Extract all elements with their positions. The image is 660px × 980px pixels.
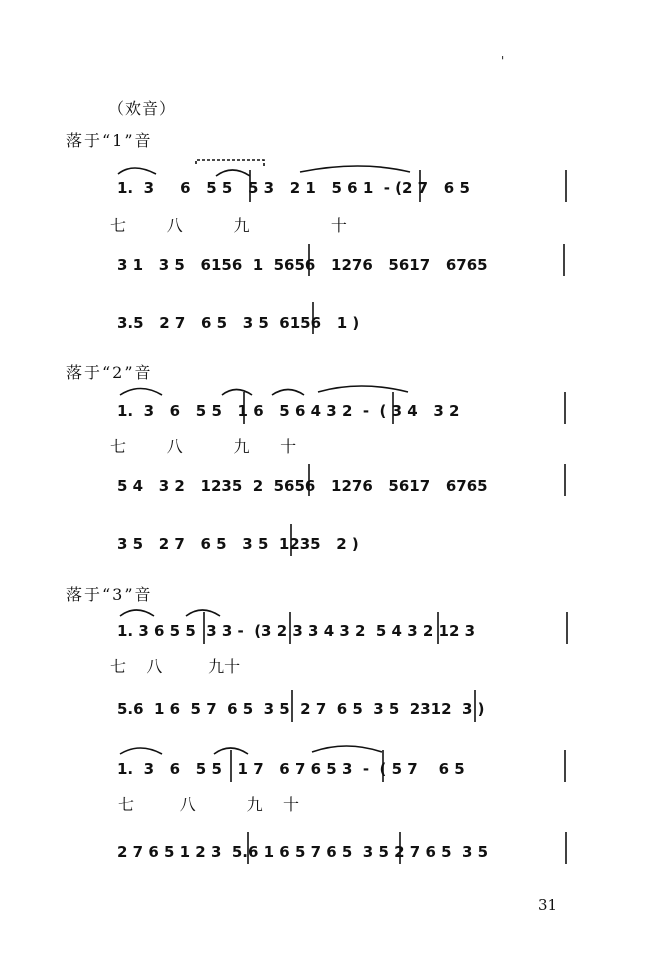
section-header-3: 落于“3”音: [66, 585, 153, 604]
lyrics-row: 七 八 九 十: [118, 795, 299, 814]
lyrics-row: 七 八 九十: [110, 657, 241, 676]
notation-row: 1. 3 6 5 5 1 7 6 7 6 5 3 - ( 5 7 6 5: [117, 760, 465, 778]
section-header-2: 落于“2”音: [66, 363, 153, 382]
slur: [118, 168, 156, 174]
page-number: 31: [538, 896, 558, 914]
notation-row: 3 1 3 5 6156 1 5656 1276 5617 6765: [117, 256, 488, 274]
notation-row: 5.6 1 6 5 7 6 5 3 5 2 7 6 5 3 5 2312 3 ): [117, 700, 485, 718]
slur: [300, 166, 410, 172]
notation-row: 3.5 2 7 6 5 3 5 6156 1 ): [117, 314, 360, 332]
section-header-1: 落于“1”音: [66, 131, 153, 150]
notation-row: 5 4 3 2 1235 2 5656 1276 5617 6765: [117, 477, 488, 495]
notation-row: 1. 3 6 5 5 1 6 5 6 4 3 2 - ( 3 4 3 2: [117, 402, 460, 420]
lyrics-row: 七 八 九 十: [110, 437, 297, 456]
section-title: （欢音）: [108, 99, 177, 118]
notation-row: 3 5 2 7 6 5 3 5 1235 2 ): [117, 535, 359, 553]
notation-row: 1. 3 6 5 5 5 3 2 1 5 6 1 - (2 7 6 5: [117, 179, 470, 197]
slur: [196, 160, 264, 166]
slur: [216, 170, 250, 176]
stray-mark: ': [501, 54, 505, 68]
notation-row: 1. 3 6 5 5 3 3 - (3 2 3 3 4 3 2 5 4 3 2 12 3: [117, 622, 476, 640]
lyrics-row: 七 八 九 十: [110, 216, 347, 235]
notation-row: 2 7 6 5 1 2 3 5.6 1 6 5 7 6 5 3 5 2 7 6 5 3 5: [117, 843, 489, 861]
